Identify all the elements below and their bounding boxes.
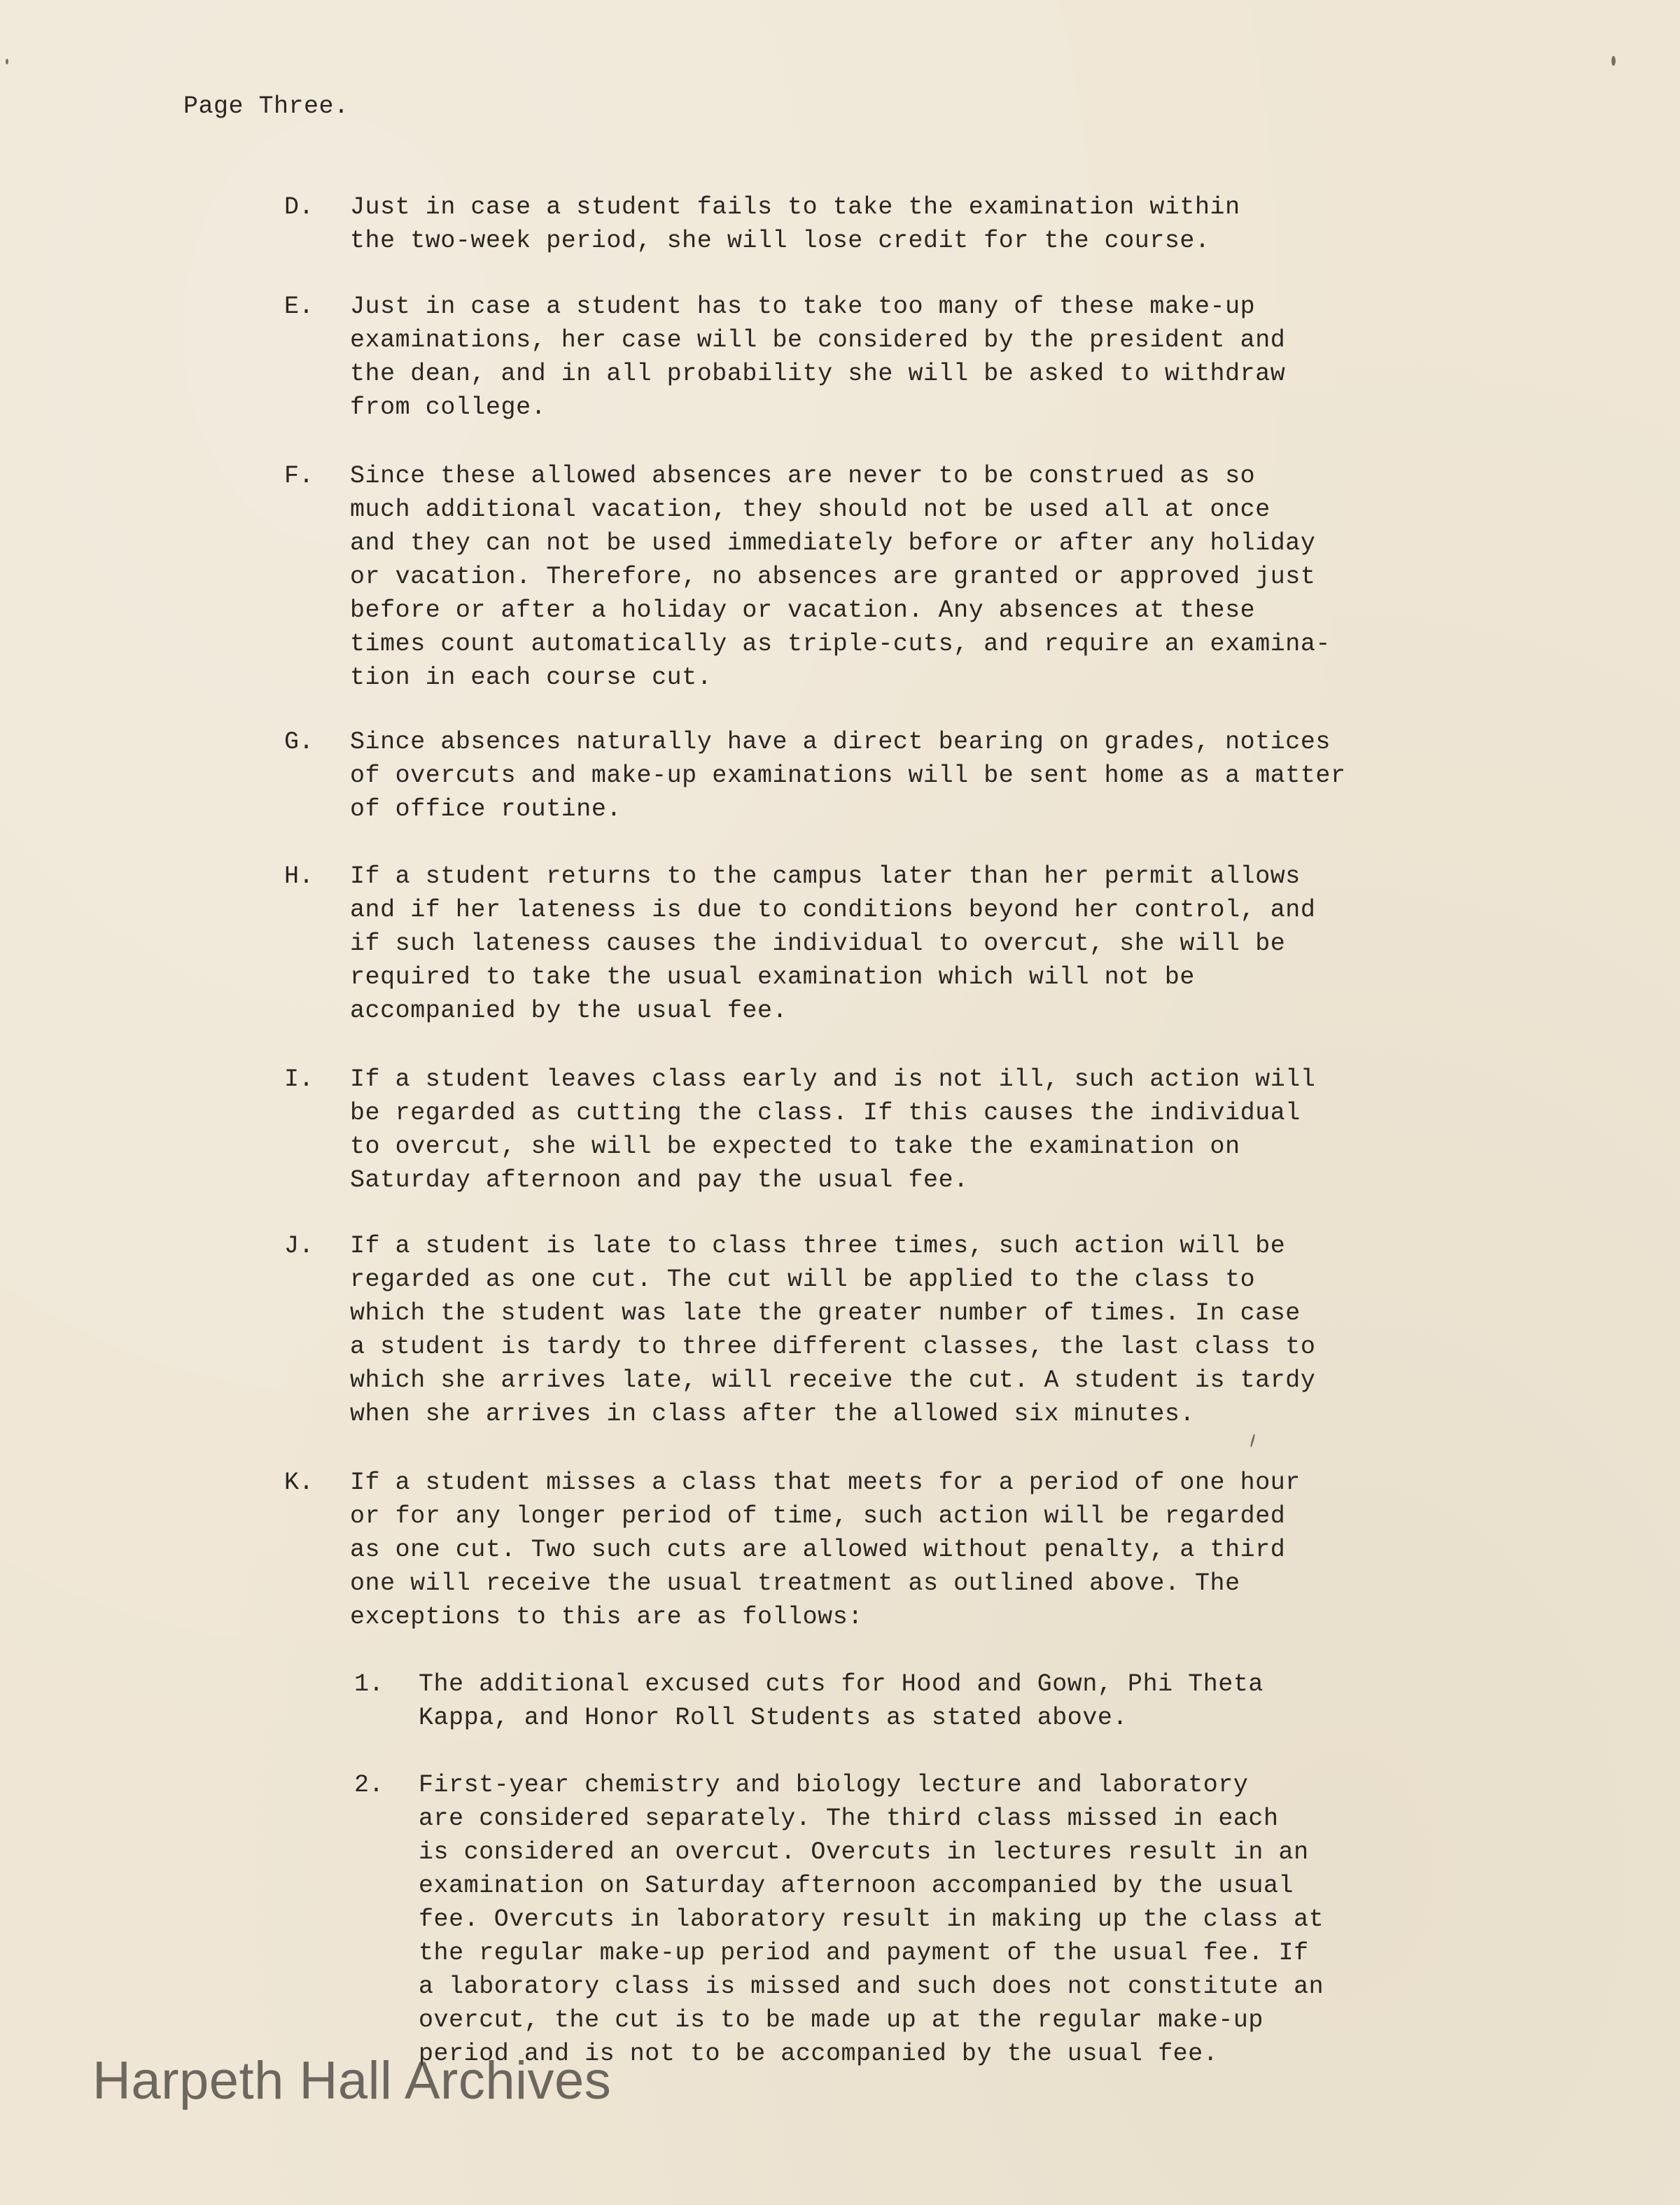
subitem-text-line: The additional excused cuts for Hood and Gown, Phi Theta [419,1670,1264,1698]
item-text-line: when she arrives in class after the allowed six minutes. [350,1400,1195,1428]
subitem-text-line: examination on Saturday afternoon accompanied by the usual [419,1872,1294,1900]
subitem-text-line: are considered separately. The third class missed in each [419,1805,1279,1833]
item-label: E. [284,293,314,321]
subitem-text-line: Kappa, and Honor Roll Students as stated above. [419,1704,1128,1732]
paper-speck [6,59,8,64]
subitem-label: 1. [354,1670,384,1698]
subitem-text-line: is considered an overcut. Overcuts in lectures result in an [419,1838,1309,1866]
item-text-line: which she arrives late, will receive the cut. A student is tardy [350,1366,1316,1394]
item-text-line: which the student was late the greater number of times. In case [350,1299,1301,1327]
archive-watermark: Harpeth Hall Archives [92,2051,612,2110]
item-text-line: required to take the usual examination which will not be [350,963,1195,991]
item-text-line: much additional vacation, they should not be used all at once [350,496,1270,524]
item-text-line: be regarded as cutting the class. If this causes the individual [350,1099,1301,1127]
item-label: G. [284,728,314,756]
subitem-text-line: fee. Overcuts in laboratory result in making up the class at [419,1905,1324,1933]
subitem-text-line: overcut, the cut is to be made up at the regular make-up [419,2006,1264,2034]
item-text-line: of office routine. [350,795,622,823]
subitem-text-line: the regular make-up period and payment of the usual fee. If [419,1939,1309,1967]
item-text-line: If a student misses a class that meets for a period of one hour [350,1469,1301,1497]
item-text-line: before or after a holiday or vacation. Any absences at these [350,596,1256,624]
item-text-line: accompanied by the usual fee. [350,997,788,1025]
item-text-line: Saturday afternoon and pay the usual fee. [350,1166,969,1194]
subitem-text-line: a laboratory class is missed and such does not constitute an [419,1973,1324,2001]
item-text-line: If a student leaves class early and is not ill, such action will [350,1065,1316,1093]
item-label: F. [284,462,314,490]
item-text-line: and if her lateness is due to conditions beyond her control, and [350,896,1316,924]
item-label: D. [284,193,314,221]
item-text-line: Just in case a student fails to take the examination within [350,193,1240,221]
item-text-line: exceptions to this are as follows: [350,1603,863,1631]
item-label: J. [284,1232,314,1260]
item-text-line: if such lateness causes the individual to overcut, she will be [350,930,1286,958]
item-text-line: Since these allowed absences are never to be construed as so [350,462,1256,490]
item-text-line: regarded as one cut. The cut will be applied to the class to [350,1266,1256,1294]
item-text-line: If a student is late to class three times, such action will be [350,1232,1286,1260]
item-text-line: If a student returns to the campus later than her permit allows [350,862,1301,890]
subitem-label: 2. [354,1771,384,1799]
item-text-line: or vacation. Therefore, no absences are granted or approved just [350,563,1316,591]
item-label: I. [284,1065,314,1093]
item-text-line: a student is tardy to three different classes, the last class to [350,1333,1316,1361]
item-text-line: Just in case a student has to take too many of these make-up [350,293,1256,321]
item-text-line: the dean, and in all probability she will be asked to withdraw [350,360,1286,388]
item-text-line: to overcut, she will be expected to take the examination on [350,1133,1240,1161]
item-text-line: the two-week period, she will lose credit for the course. [350,227,1210,255]
item-text-line: or for any longer period of time, such action will be regarded [350,1502,1286,1530]
paper-speck [1250,1434,1255,1448]
item-text-line: tion in each course cut. [350,664,713,692]
item-text-line: Since absences naturally have a direct bearing on grades, notices [350,728,1331,756]
item-label: K. [284,1469,314,1497]
paper-speck [1611,56,1616,66]
subitem-text-line: First-year chemistry and biology lecture and laboratory [419,1771,1249,1799]
item-text-line: and they can not be used immediately before or after any holiday [350,529,1316,557]
item-text-line: as one cut. Two such cuts are allowed without penalty, a third [350,1536,1286,1564]
item-text-line: examinations, her case will be considered by the president and [350,326,1286,354]
subitem-text-line: period and is not to be accompanied by the usual fee. [419,2040,1219,2068]
page-header: Page Three. [183,92,349,120]
item-text-line: times count automatically as triple-cuts, and require an examina- [350,630,1331,658]
item-text-line: of overcuts and make-up examinations will be sent home as a matter [350,762,1346,790]
item-text-line: one will receive the usual treatment as outlined above. The [350,1569,1240,1597]
item-text-line: from college. [350,393,547,421]
item-label: H. [284,862,314,890]
